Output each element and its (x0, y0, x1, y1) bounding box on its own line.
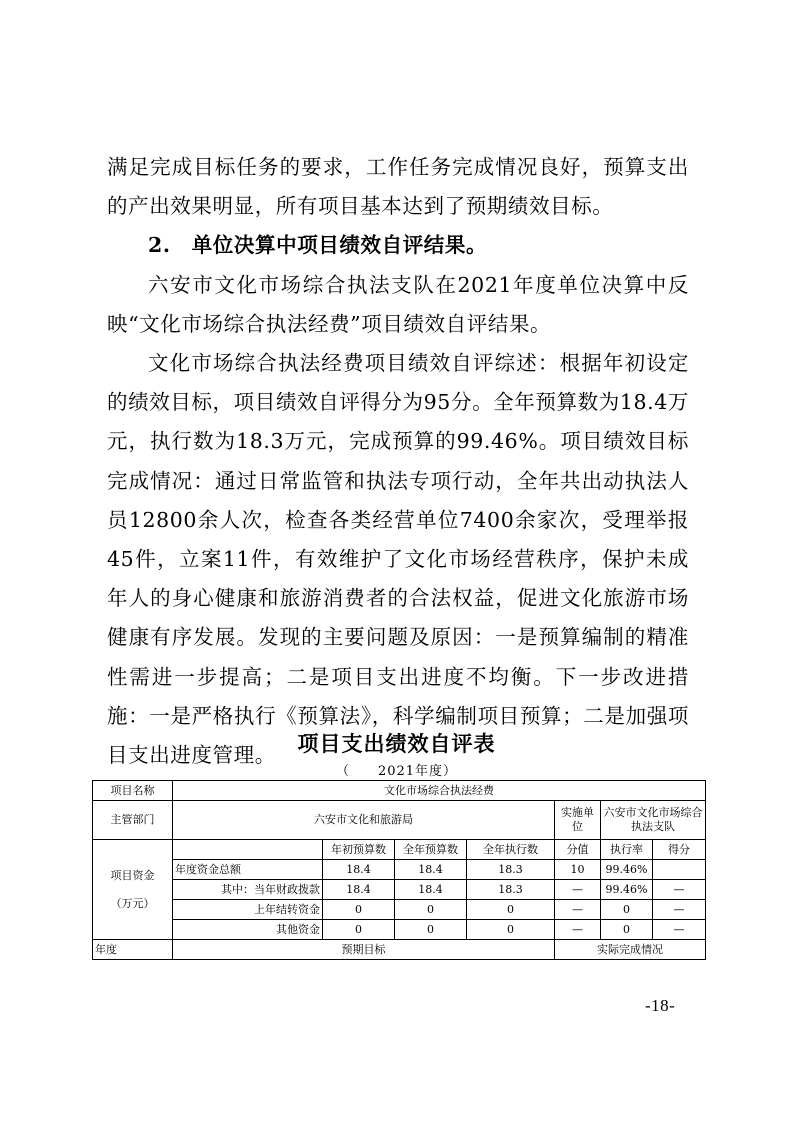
cell (653, 860, 706, 880)
cell: 0 (323, 920, 395, 940)
cell: — (653, 900, 706, 920)
cell: — (555, 880, 601, 900)
cell: — (555, 900, 601, 920)
cell: 0 (323, 900, 395, 920)
dept-label: 主管部门 (93, 801, 173, 840)
table-row (93, 920, 706, 940)
row-label: 上年结转资金 (173, 900, 323, 920)
row-label: 年度资金总额 (173, 860, 323, 880)
header-cell: 全年执行数 (467, 840, 555, 860)
table-row (93, 840, 706, 860)
cell: — (653, 880, 706, 900)
paragraph-summary: 文化市场综合执法经费项目绩效自评综述：根据年初设定的绩效目标，项目绩效自评得分为95分。全年预算数为18.4万元，执行数为18.3万元，完成预算的99.46%。项目绩效目标完成情况：通过日常监管和执法专项行动，全年共出动执法人员12800余人次，检查各类经营单位7400余家次，受理举报45件，立案11件，有效维护了文化市场经营秩序，保护未成年人的身心健康和旅游消费者的合法权益，促进文化旅游市场健康有序发展。发现的主要问题及原因：一是预算编制的精准性需进一步提高；二是项目支出进度不均衡。下一步改进措施：一是严格执行《预算法》，科学编制项目预算；二是加强项目支出进度管理。 (107, 351, 689, 768)
project-name-label: 项目名称 (93, 781, 173, 801)
dept-value: 六安市文化和旅游局 (173, 801, 555, 840)
cell: — (653, 920, 706, 940)
funds-unit: （万元） (110, 896, 155, 910)
year-label: 年度 (93, 940, 173, 960)
header-cell: 年初预算数 (323, 840, 395, 860)
funds-label: 项目资金 (110, 868, 155, 882)
goal-label: 预期目标 (173, 940, 555, 960)
table-row (93, 940, 706, 960)
project-name-value: 文化市场综合执法经费 (173, 781, 706, 801)
cell: 0 (395, 900, 467, 920)
cell: 0 (395, 920, 467, 940)
cell: 99.46% (601, 880, 653, 900)
performance-table-wrapper (92, 780, 705, 960)
cell: 18.4 (323, 880, 395, 900)
performance-table (92, 780, 706, 960)
table-row (93, 900, 706, 920)
cell: 0 (601, 900, 653, 920)
cell: 18.3 (467, 880, 555, 900)
cell: 0 (601, 920, 653, 940)
cell: 10 (555, 860, 601, 880)
cell: 0 (467, 900, 555, 920)
cell: 18.4 (323, 860, 395, 880)
table-title: 项目支出绩效自评表 (297, 731, 496, 756)
cell: 18.4 (395, 860, 467, 880)
table-year: （ 2021年度） (335, 764, 458, 779)
page-number: -18- (645, 996, 676, 1015)
header-cell: 分值 (555, 840, 601, 860)
cell: 18.4 (395, 880, 467, 900)
table-row (93, 801, 706, 840)
header-cell: 得分 (653, 840, 706, 860)
cell: — (555, 920, 601, 940)
header-cell: 全年预算数 (395, 840, 467, 860)
body-text (107, 148, 689, 775)
cell: 99.46% (601, 860, 653, 880)
header-blank (173, 840, 323, 860)
cell: 18.3 (467, 860, 555, 880)
table-row (93, 880, 706, 900)
header-cell: 执行率 (601, 840, 653, 860)
funds-label-cell (93, 840, 173, 940)
row-label: 其他资金 (173, 920, 323, 940)
table-row (93, 860, 706, 880)
impl-label: 实施单位 (555, 801, 601, 840)
paragraph-continued: 满足完成目标任务的要求，工作任务完成情况良好，预算支出的产出效果明显，所有项目基本达到了预期绩效目标。 (107, 155, 689, 219)
cell: 0 (467, 920, 555, 940)
paragraph-intro: 六安市文化市场综合执法支队在2021年度单位决算中反映“文化市场综合执法经费”项目绩效自评结果。 (107, 272, 689, 336)
table-row (93, 781, 706, 801)
actual-label: 实际完成情况 (555, 940, 706, 960)
row-label: 其中：当年财政拨款 (173, 880, 323, 900)
section-heading: 2. 单位决算中项目绩效自评结果。 (148, 233, 488, 258)
impl-value: 六安市文化市场综合执法支队 (601, 801, 706, 840)
